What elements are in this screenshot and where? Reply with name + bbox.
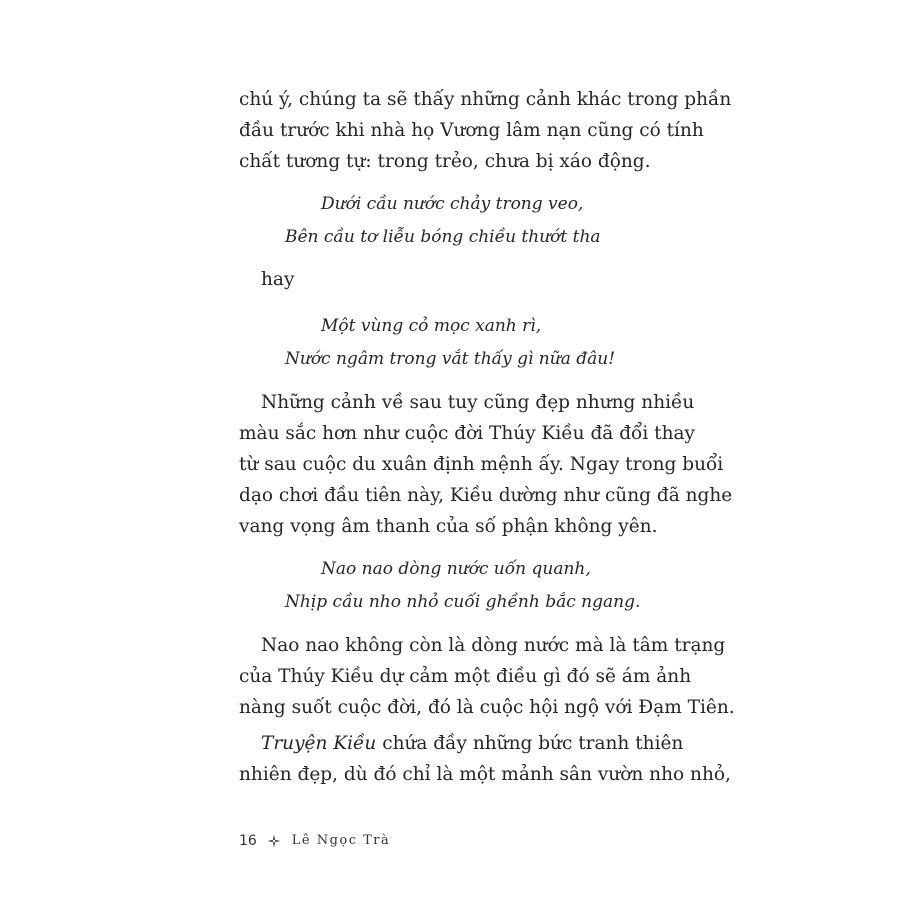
text-line: Nao nao không còn là dòng nước mà là tâm trạng	[261, 635, 726, 656]
text-line: của Thúy Kiều dự cảm một điều gì đó sẽ ám ảnh	[239, 666, 692, 687]
verse-line: Dưới cầu nước chảy trong veo,	[321, 194, 584, 214]
book-title: Truyện Kiều	[261, 733, 377, 754]
text-line: từ sau cuộc du xuân định mệnh ấy. Ngay trong buổi	[239, 454, 724, 475]
text-line: chất tương tự: trong trẻo, chưa bị xáo động.	[239, 151, 651, 172]
text-fragment: chứa đầy những bức tranh thiên	[376, 733, 684, 754]
connector-text: hay	[261, 269, 295, 290]
verse-3	[239, 553, 659, 619]
text-line: dạo chơi đầu tiên này, Kiều dường như cũng đã nghe	[239, 485, 733, 506]
paragraph-4	[239, 728, 731, 790]
paragraph-1	[239, 84, 732, 177]
text-line: vang vọng âm thanh của số phận không yên.	[239, 516, 658, 537]
verse-1	[239, 188, 659, 254]
verse-line: Nước ngâm trong vắt thấy gì nữa đâu!	[285, 349, 616, 369]
verse-line: Một vùng cỏ mọc xanh rì,	[321, 316, 542, 336]
paragraph-2	[239, 387, 733, 542]
verse-line: Nhịp cầu nho nhỏ cuối ghềnh bắc ngang.	[285, 592, 641, 612]
author-name: Lê Ngọc Trà	[291, 833, 391, 848]
text-line: nàng suốt cuộc đời, đó là cuộc hội ngộ với Đạm Tiên.	[239, 697, 735, 718]
text-line: đầu trước khi nhà họ Vương lâm nạn cũng có tính	[239, 120, 704, 141]
text-line	[239, 728, 684, 759]
connector	[239, 264, 659, 295]
page-number: 16	[239, 833, 257, 849]
text-line: màu sắc hơn như cuộc đời Thúy Kiều đã đổi thay	[239, 423, 695, 444]
text-line: nhiên đẹp, dù đó chỉ là một mảnh sân vườn nho nhỏ,	[239, 764, 731, 785]
text-line: chú ý, chúng ta sẽ thấy những cảnh khác trong phần	[239, 89, 732, 110]
verse-line: Nao nao dòng nước uốn quanh,	[321, 559, 591, 579]
verse-2	[239, 310, 659, 376]
verse-line: Bên cầu tơ liễu bóng chiều thướt tha	[285, 227, 601, 247]
text-line: Những cảnh về sau tuy cũng đẹp nhưng nhiều	[261, 392, 695, 413]
page-footer	[239, 829, 390, 853]
ornament-icon	[267, 834, 281, 848]
paragraph-3	[239, 630, 735, 723]
